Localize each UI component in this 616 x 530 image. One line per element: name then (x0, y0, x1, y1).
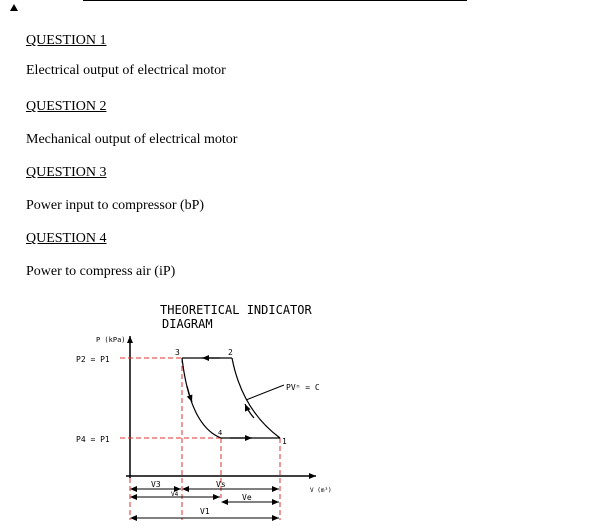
y-axis-label: P (kPa) (96, 336, 126, 344)
question-3-heading: QUESTION 3 (26, 165, 107, 180)
point-2-label: 2 (228, 348, 233, 357)
question-1-heading: QUESTION 1 (26, 33, 107, 48)
x-axis-label: V (m³) (310, 487, 332, 494)
point-3-label: 3 (175, 348, 180, 357)
diagram-title-line1: THEORETICAL INDICATOR (160, 303, 312, 317)
curve-label: PVⁿ = C (286, 383, 320, 392)
vs-label: Vs (216, 480, 226, 489)
question-4-heading: QUESTION 4 (26, 231, 107, 246)
point-4-label: 4 (218, 429, 223, 437)
curve-leader-line (246, 385, 284, 400)
p-high-label: P2 = P1 (76, 355, 110, 364)
diagram-title-line2: DIAGRAM (162, 317, 213, 331)
question-3-text: Power input to compressor (bP) (26, 198, 205, 213)
expansion-arrow (187, 386, 192, 402)
top-rule (83, 0, 467, 1)
point-1-label: 1 (282, 437, 287, 446)
compression-curve (232, 358, 280, 438)
indicator-diagram (60, 298, 360, 524)
compression-arrow (245, 404, 254, 418)
corner-marker-icon (10, 4, 18, 11)
question-1-text: Electrical output of electrical motor (26, 63, 226, 78)
question-4-text: Power to compress air (iP) (26, 264, 176, 279)
v3-label: V3 (151, 480, 161, 489)
v1-label: V1 (200, 507, 210, 516)
expansion-curve (182, 358, 221, 438)
question-2-heading: QUESTION 2 (26, 99, 107, 114)
p-low-label: P4 = P1 (76, 435, 110, 444)
ve-label: Ve (242, 493, 252, 502)
v4-label: V4 (171, 491, 179, 498)
question-2-text: Mechanical output of electrical motor (26, 132, 238, 147)
dashed-guides (120, 358, 280, 520)
